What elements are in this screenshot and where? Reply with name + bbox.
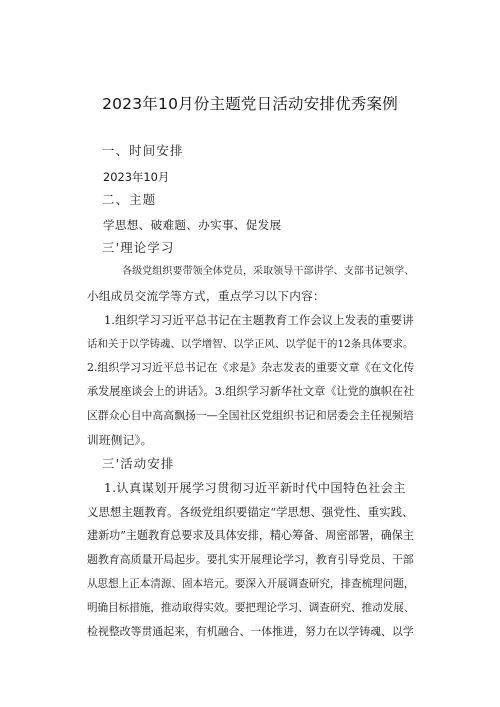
theory-line: 2.组织学习习近平总书记在《求是》杂志发表的重要文章《在文化传 [87, 361, 415, 374]
theory-line: 小组成员交流学等方式，重点学习以下内容： [87, 289, 325, 303]
time-value: 2023年10月 [103, 170, 170, 184]
activity-line: 建新功”主题教育总要求及具体安排，精心筹备、周密部署，确保主 [87, 529, 414, 542]
section-heading-theory: 三'理论学习 [102, 240, 175, 255]
activity-line: 从思想上正本清源、固本培元。要深入开展调查研究，排查梳理问题， [87, 578, 415, 590]
activity-line: 明确目标措施，推动取得实效。要把理论学习、调查研究、推动发展、 [87, 602, 415, 614]
theory-line: 训班侧记》。 [87, 433, 153, 447]
activity-line: 题教育高质量开局起步。要扎实开展理论学习，教育引导党员、干部 [87, 553, 414, 566]
section-heading-time: 一、时间安排 [102, 143, 184, 158]
theme-value: 学思想、破难题、办实事、促发展 [103, 218, 282, 232]
theory-line: 承发展座谈会上的讲话》。3.组织学习新华社文章《让党的旗帜在社 [87, 385, 415, 398]
theory-line: 话和关于以学铸魂、以学增智、以学正风、以学促干的12条具体要求。 [87, 338, 414, 350]
activity-line: 1.认真谋划开展学习贯彻习近平新时代中国特色社会主 [104, 481, 406, 495]
section-heading-theme: 二、主题 [102, 192, 157, 207]
activity-line: 检视整改等贯通起来，有机融合、一体推进，努力在以学铸魂、以学 [87, 625, 414, 638]
document-title: 2023年10月份主题党日活动安排优秀案例 [102, 95, 398, 113]
theory-line: 区群众心目中高高飘扬一—全国社区党组织书记和居委会主任视频培 [87, 409, 414, 422]
theory-line: 各级党组织要带领全体党员，采取领导干部讲学、支部书记领学、 [122, 266, 415, 277]
section-heading-activity: 三'活动安排 [102, 456, 175, 471]
activity-line: 义思想主题教育。各级党组织要锚定“学思想、强党性、重实践、 [87, 505, 414, 519]
theory-line: 1.组织学习习近平总书记在主题教育工作会议上发表的重要讲 [104, 313, 414, 327]
